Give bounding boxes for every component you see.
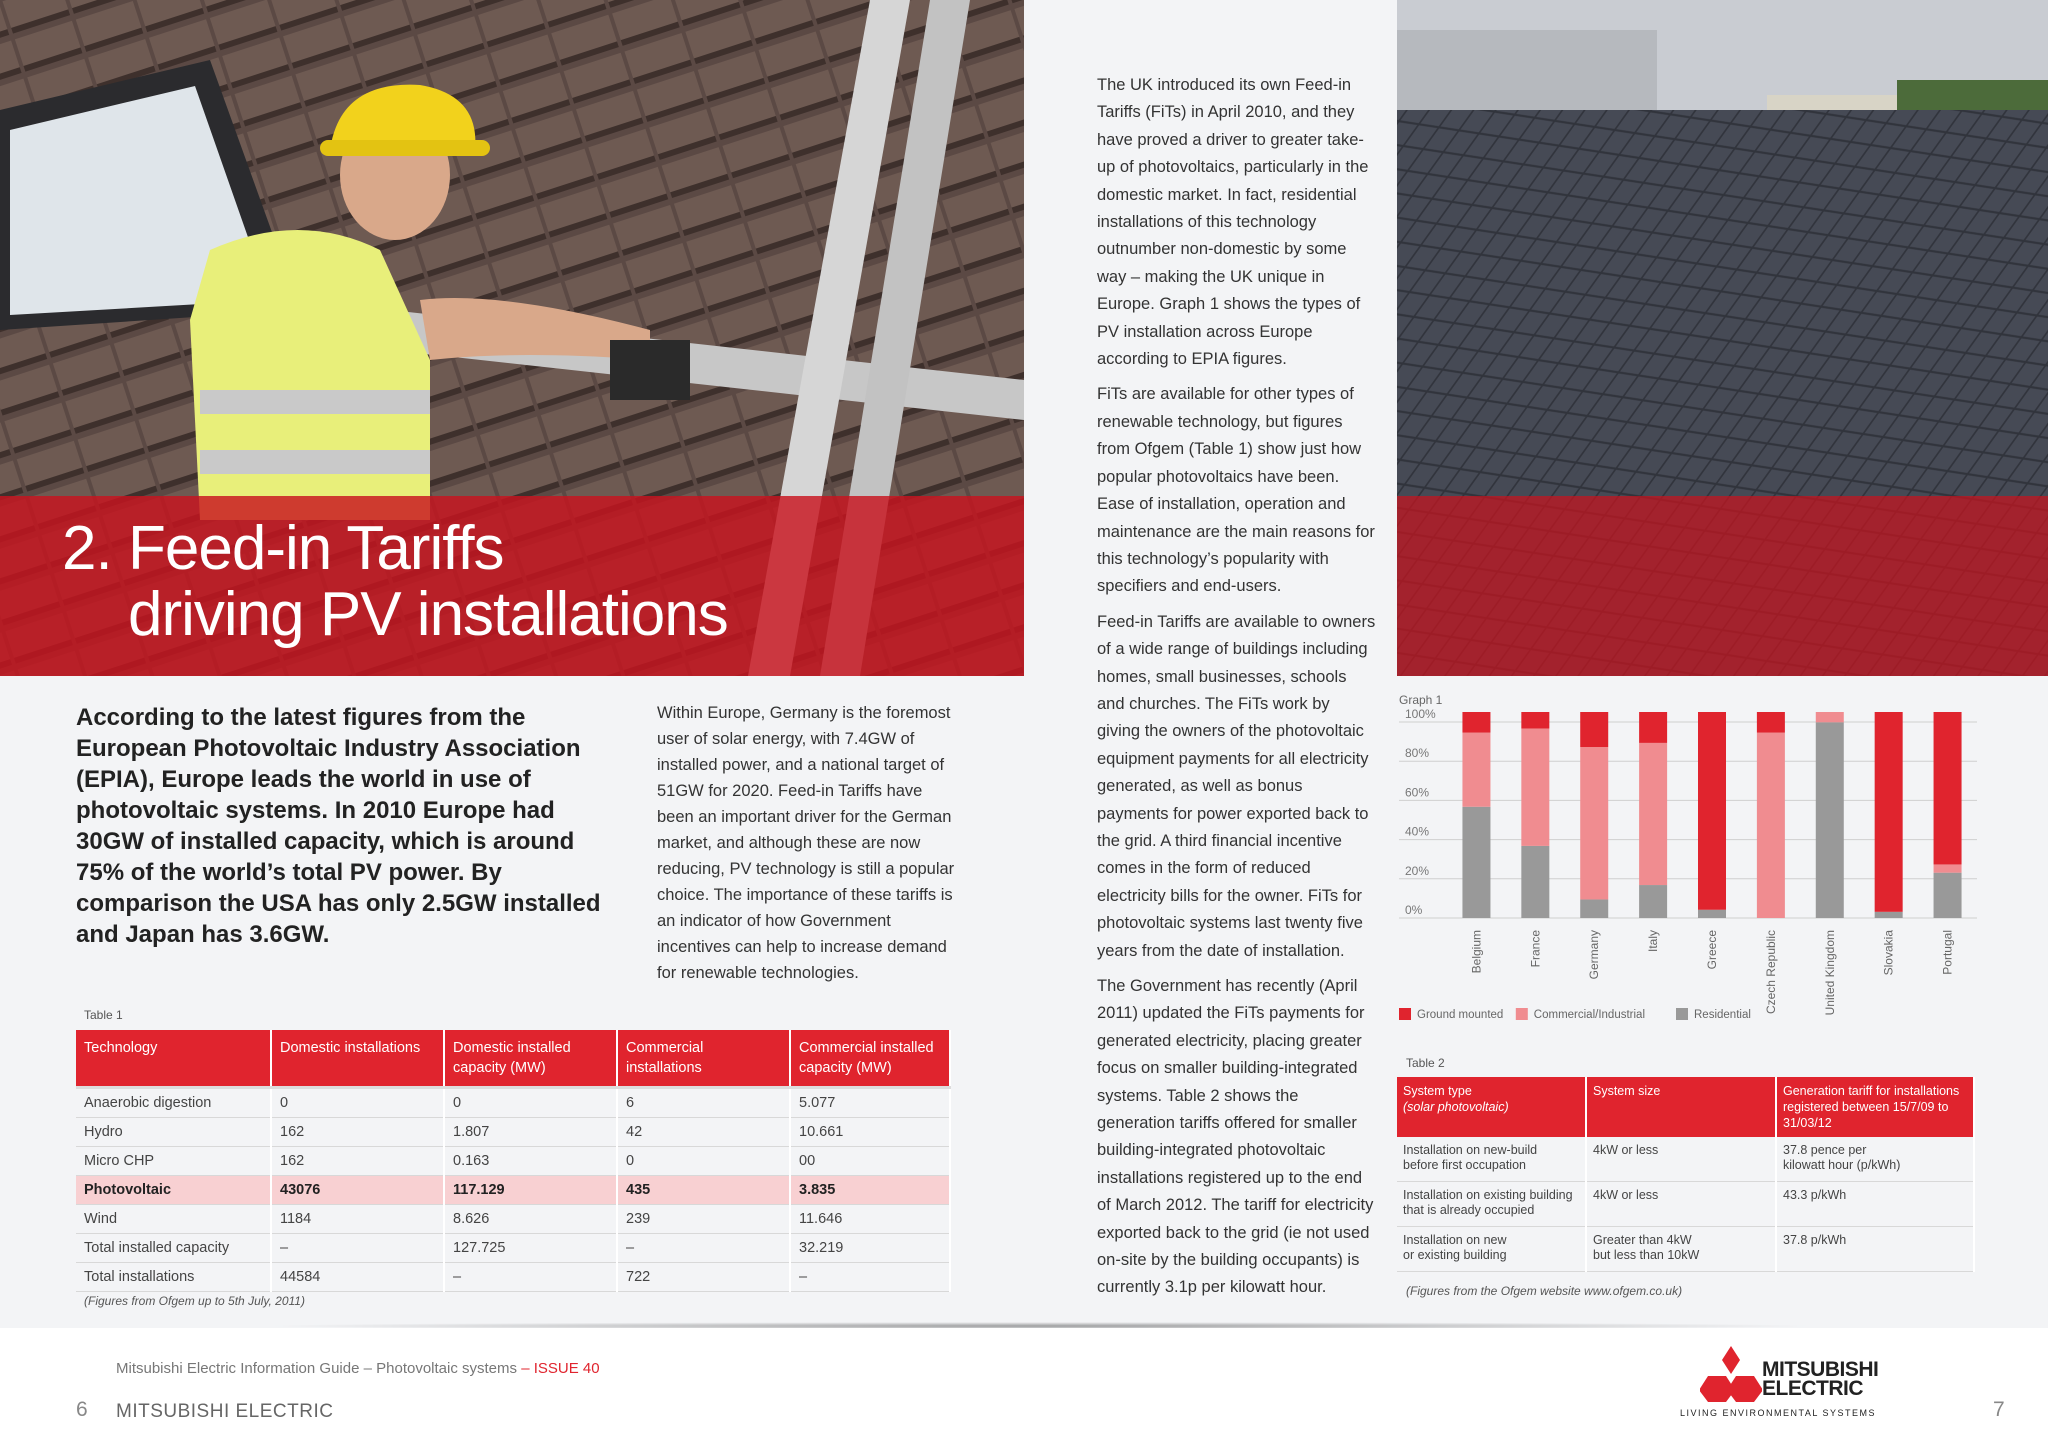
cell-line: or existing building bbox=[1403, 1248, 1507, 1262]
page-number-left: 6 bbox=[76, 1398, 88, 1421]
table-cell bbox=[1397, 1227, 1586, 1272]
table-cell: 5.077 bbox=[790, 1088, 950, 1118]
table-row bbox=[76, 1234, 950, 1263]
table-cell: 4kW or less bbox=[1586, 1182, 1776, 1227]
cell-line: Installation on new-build bbox=[1403, 1143, 1538, 1157]
legend-label: Residential bbox=[1694, 1009, 1751, 1021]
x-category-label: Slovakia bbox=[1881, 930, 1896, 976]
y-tick-label: 20% bbox=[1405, 863, 1430, 878]
bar-segment bbox=[1521, 846, 1549, 918]
bar-segment bbox=[1521, 712, 1549, 728]
table2-header-system-size: System size bbox=[1586, 1077, 1776, 1137]
table-cell bbox=[1586, 1227, 1776, 1272]
table-cell: 32.219 bbox=[790, 1234, 950, 1263]
bar-segment bbox=[1816, 722, 1844, 918]
headline-number: 2. bbox=[62, 514, 112, 583]
table-cell: 162 bbox=[271, 1118, 444, 1147]
x-category-label: France bbox=[1528, 930, 1543, 968]
column3-paragraph-3: Feed-in Tariffs are available to owners of a wide range of buildings including homes, small businesses, schools and churches. The FiTs work by giving the owners of the photovoltaic equipment payments for all electricity generated, as well as bonus payments for power exported back to the grid. A third financial incentive comes in the form of reduced electricity bills for the owner. FiTs for photovoltaic systems last twenty five years from the date of installation. bbox=[1097, 612, 1376, 960]
table-cell: 0 bbox=[271, 1088, 444, 1118]
table-row bbox=[1397, 1182, 1974, 1227]
table-row bbox=[76, 1147, 950, 1176]
legend-swatch bbox=[1399, 1008, 1411, 1020]
table-row bbox=[1397, 1137, 1974, 1182]
headline-line2: driving PV installations bbox=[128, 580, 728, 649]
table-cell: 3.835 bbox=[790, 1176, 950, 1205]
cell-line: but less than 10kW bbox=[1593, 1248, 1700, 1262]
table-cell: Total installed capacity bbox=[76, 1234, 271, 1263]
table2-footnote: (Figures from the Ofgem website www.ofgem.co.uk) bbox=[1406, 1284, 1683, 1298]
table-cell: Micro CHP bbox=[76, 1147, 271, 1176]
y-tick-label: 0% bbox=[1405, 903, 1423, 917]
guide-topic: Photovoltaic systems bbox=[376, 1360, 518, 1377]
lead-paragraph: According to the latest figures from the European Photovoltaic Industry Association (EPIA), Europe leads the world in use of photovoltaic systems. In 2010 Europe had 30GW of installed capacity, which is around 75% of the world’s total PV power. By comparison the USA has only 2.5GW installed and Japan has 3.6GW. bbox=[76, 704, 601, 948]
table1-header: Commercial installations bbox=[617, 1030, 790, 1088]
x-category-label: Portugal bbox=[1940, 930, 1955, 975]
photo-red-band bbox=[1397, 496, 2048, 676]
bar-segment bbox=[1639, 885, 1667, 918]
table-cell: 37.8 p/kWh bbox=[1776, 1227, 1974, 1272]
table-row bbox=[76, 1263, 950, 1292]
logo-line1: MITSUBISHI bbox=[1762, 1358, 1879, 1381]
bar-segment bbox=[1639, 743, 1667, 885]
cell-line: 37.8 pence per bbox=[1783, 1143, 1867, 1157]
table1-footnote: (Figures from Ofgem up to 5th July, 2011) bbox=[84, 1294, 305, 1308]
bar-segment bbox=[1757, 712, 1785, 733]
table-cell: – bbox=[790, 1263, 950, 1292]
y-tick-label: 80% bbox=[1405, 746, 1430, 761]
table-cell: 722 bbox=[617, 1263, 790, 1292]
body-column-3 bbox=[1097, 72, 1377, 1310]
bar-segment bbox=[1698, 712, 1726, 910]
table-cell: 42 bbox=[617, 1118, 790, 1147]
table-cell: 6 bbox=[617, 1088, 790, 1118]
table-cell: Photovoltaic bbox=[76, 1176, 271, 1205]
table2-header-text: System type bbox=[1403, 1084, 1472, 1098]
cell-line: that is already occupied bbox=[1403, 1203, 1535, 1217]
table-cell: Wind bbox=[76, 1205, 271, 1234]
body-column-2 bbox=[657, 700, 957, 994]
column2-paragraph: Within Europe, Germany is the foremost user of solar energy, with 7.4GW of installed power, and a national target of 51GW for 2020. Feed-in Tariffs have been an important driver for the German market, and although these are now reducing, PV technology is still a popular choice. The importance of these tariffs is an indicator of how Government incentives can help to increase demand for renewable technologies. bbox=[657, 704, 955, 982]
bar-segment bbox=[1580, 747, 1608, 899]
x-category-label: United Kingdom bbox=[1822, 930, 1837, 1016]
logo-line2: ELECTRIC bbox=[1762, 1377, 1863, 1400]
table-cell bbox=[1397, 1137, 1586, 1182]
table-row bbox=[76, 1118, 950, 1147]
table-cell: Anaerobic digestion bbox=[76, 1088, 271, 1118]
graph1-svg bbox=[1397, 690, 1987, 1030]
legend-label: Ground mounted bbox=[1417, 1009, 1504, 1021]
column3-paragraph-2: FiTs are available for other types of renewable technology, but figures from Ofgem (Table 1) show just how popular photovoltaics have been. Ease of installation, operation and maintenance are the main reasons for this technology’s popularity with specifiers and end-users. bbox=[1097, 385, 1375, 596]
bar-segment bbox=[1934, 712, 1962, 864]
table-cell: Hydro bbox=[76, 1118, 271, 1147]
headline-line1: Feed-in Tariffs bbox=[128, 514, 504, 583]
page-headline bbox=[62, 516, 962, 648]
table2-header-subtext: (solar photovoltaic) bbox=[1403, 1100, 1509, 1114]
guide-issue: – ISSUE 40 bbox=[521, 1360, 600, 1377]
table-cell: 00 bbox=[790, 1147, 950, 1176]
x-category-label: Czech Republic bbox=[1763, 930, 1778, 1015]
bar-segment bbox=[1816, 712, 1844, 722]
y-tick-label: 60% bbox=[1405, 785, 1430, 800]
bar-segment bbox=[1639, 712, 1667, 743]
table-row bbox=[76, 1205, 950, 1234]
table2-header-system-type bbox=[1397, 1077, 1586, 1137]
table-cell: 0.163 bbox=[444, 1147, 617, 1176]
table-cell: 43076 bbox=[271, 1176, 444, 1205]
table-cell: 10.661 bbox=[790, 1118, 950, 1147]
table1-caption: Table 1 bbox=[84, 1008, 123, 1022]
table-cell: 239 bbox=[617, 1205, 790, 1234]
table-cell: 0 bbox=[617, 1147, 790, 1176]
table2 bbox=[1397, 1077, 1975, 1272]
x-category-label: Belgium bbox=[1469, 930, 1484, 974]
table-cell bbox=[1776, 1137, 1974, 1182]
table-cell: 4kW or less bbox=[1586, 1137, 1776, 1182]
bar-segment bbox=[1698, 910, 1726, 918]
cell-line: Installation on new bbox=[1403, 1233, 1507, 1247]
page-number-right: 7 bbox=[1993, 1398, 2005, 1421]
mitsubishi-three-diamonds-logo bbox=[1700, 1346, 1762, 1402]
logo-wordmark bbox=[1762, 1360, 1878, 1398]
bar-segment bbox=[1580, 712, 1608, 747]
table-cell bbox=[1397, 1182, 1586, 1227]
table1-header: Technology bbox=[76, 1030, 271, 1088]
guide-separator: – bbox=[359, 1360, 377, 1377]
table-cell: 1184 bbox=[271, 1205, 444, 1234]
table-row-highlighted bbox=[76, 1176, 950, 1205]
cell-line: Installation on existing building bbox=[1403, 1188, 1573, 1202]
table-cell: 44584 bbox=[271, 1263, 444, 1292]
x-category-label: Italy bbox=[1646, 930, 1661, 953]
table-cell: 162 bbox=[271, 1147, 444, 1176]
column3-paragraph-1: The UK introduced its own Feed-in Tariffs (FiTs) in April 2010, and they have proved a driver to greater take-up of photovoltaics, particularly in the domestic market. In fact, residential installations of this technology outnumber non-domestic by some way – making the UK unique in Europe. Graph 1 shows the types of PV installation across Europe according to EPIA figures. bbox=[1097, 76, 1369, 369]
legend-swatch bbox=[1676, 1008, 1688, 1020]
bar-segment bbox=[1934, 864, 1962, 872]
bar-segment bbox=[1875, 712, 1903, 912]
table-cell: 1.807 bbox=[444, 1118, 617, 1147]
table-cell: 435 bbox=[617, 1176, 790, 1205]
table-row bbox=[1397, 1227, 1974, 1272]
cell-line: before first occupation bbox=[1403, 1158, 1526, 1172]
guide-prefix: Mitsubishi Electric Information Guide bbox=[116, 1360, 360, 1377]
table1-header-row bbox=[76, 1030, 950, 1088]
bar-segment bbox=[1757, 733, 1785, 918]
footer-brand-name: MITSUBISHI ELECTRIC bbox=[116, 1401, 334, 1422]
logo-tagline: LIVING ENVIRONMENTAL SYSTEMS bbox=[1680, 1408, 1877, 1418]
legend-swatch bbox=[1516, 1008, 1528, 1020]
legend-label: Commercial/Industrial bbox=[1533, 1009, 1646, 1021]
table1-header: Domestic installations bbox=[271, 1030, 444, 1088]
bar-segment bbox=[1934, 873, 1962, 918]
table-cell: 127.725 bbox=[444, 1234, 617, 1263]
table2-header-row bbox=[1397, 1077, 1974, 1137]
table1 bbox=[76, 1030, 951, 1292]
y-tick-label: 100% bbox=[1405, 707, 1436, 721]
table-cell: – bbox=[444, 1263, 617, 1292]
footer-guide-title bbox=[116, 1360, 600, 1377]
graph1 bbox=[1397, 690, 1987, 1030]
cell-line: kilowatt hour (p/kWh) bbox=[1783, 1158, 1901, 1172]
table2-caption: Table 2 bbox=[1406, 1056, 1445, 1070]
table-cell: – bbox=[617, 1234, 790, 1263]
table-cell: 11.646 bbox=[790, 1205, 950, 1234]
table-cell: 8.626 bbox=[444, 1205, 617, 1234]
table1-header: Domestic installed capacity (MW) bbox=[444, 1030, 617, 1088]
x-category-label: Germany bbox=[1587, 930, 1602, 980]
y-tick-label: 40% bbox=[1405, 824, 1430, 839]
table2-header-tariff: Generation tariff for installations registered between 15/7/09 to 31/03/12 bbox=[1776, 1077, 1974, 1137]
table-cell: – bbox=[271, 1234, 444, 1263]
column3-paragraph-4: The Government has recently (April 2011) updated the FiTs payments for generated electricity, placing greater focus on smaller building-integrated systems. Table 2 shows the generation tariffs offered for smaller building-integrated photovoltaic installations registered up to the end of March 2012. The tariff for electricity exported back to the grid (ie not used on-site by the building occupants) is currently 3.1p per kilowatt hour. bbox=[1097, 977, 1374, 1297]
table-cell: 117.129 bbox=[444, 1176, 617, 1205]
x-category-label: Greece bbox=[1705, 930, 1719, 970]
table-cell: 0 bbox=[444, 1088, 617, 1118]
bar-segment bbox=[1462, 712, 1490, 733]
cell-line: Greater than 4kW bbox=[1593, 1233, 1692, 1247]
bar-segment bbox=[1580, 899, 1608, 918]
table-cell: Total installations bbox=[76, 1263, 271, 1292]
graph-title: Graph 1 bbox=[1399, 693, 1443, 707]
table1-header: Commercial installed capacity (MW) bbox=[790, 1030, 950, 1088]
bar-segment bbox=[1462, 807, 1490, 918]
bar-segment bbox=[1462, 733, 1490, 807]
table-row bbox=[76, 1088, 950, 1118]
bar-segment bbox=[1521, 728, 1549, 845]
table-cell: 43.3 p/kWh bbox=[1776, 1182, 1974, 1227]
bar-segment bbox=[1875, 912, 1903, 918]
